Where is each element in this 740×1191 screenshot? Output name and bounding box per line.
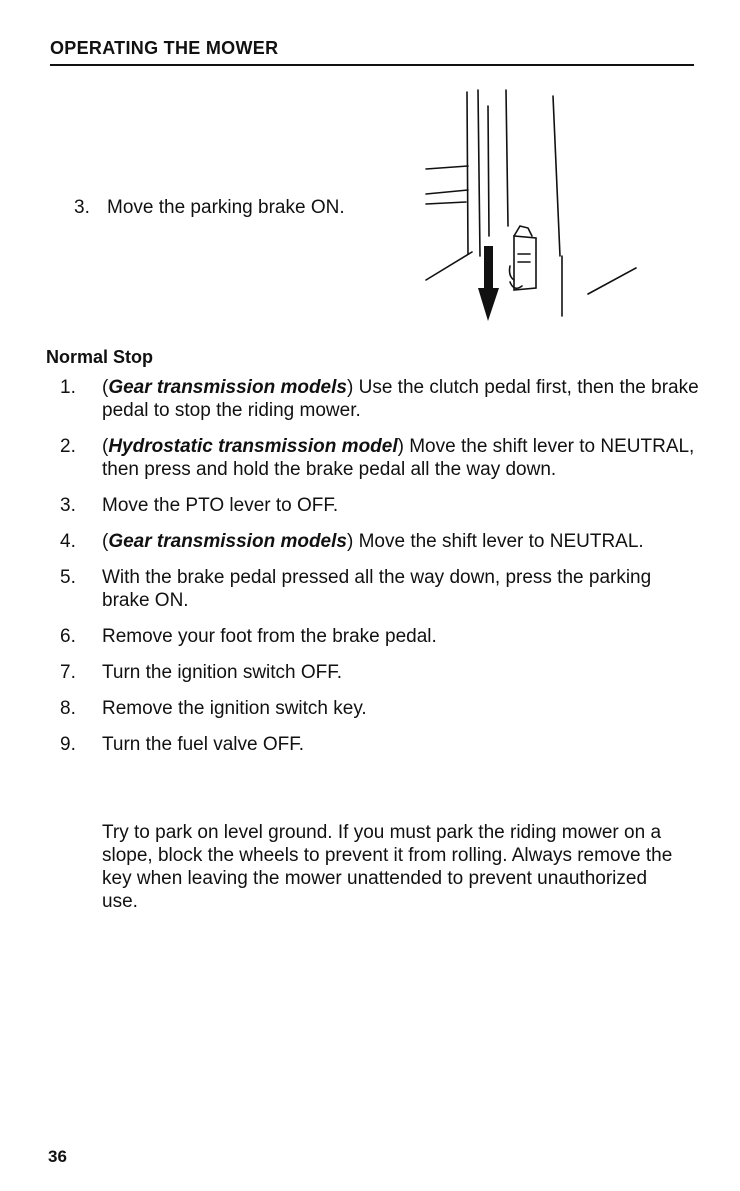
down-arrow-icon: [478, 246, 499, 321]
step-text: Use the clutch pedal first, then the brake pedal to stop the riding mower.: [102, 377, 699, 421]
step-item: 4. (Gear transmission models) Move the shift lever to NEUTRAL.: [60, 531, 644, 552]
page-header: [50, 36, 694, 66]
parking-brake-illustration: [410, 86, 660, 326]
parking-brake-step: [74, 197, 345, 219]
step-text: Move the shift lever to NEUTRAL, then press and hold the brake pedal all the way down.: [102, 436, 695, 480]
step-text: Remove your foot from the brake pedal.: [102, 626, 437, 647]
step-item: [60, 625, 700, 648]
step-text: With the brake pedal pressed all the way down, press the parking brake ON.: [102, 567, 652, 611]
section-heading: Normal Stop: [46, 347, 154, 367]
step-emphasis: Hydrostatic transmission model: [108, 436, 398, 457]
step-item: [60, 566, 700, 612]
step-item: [60, 733, 700, 756]
normal-stop-steps: [60, 376, 700, 769]
step-number: 8.: [60, 698, 76, 719]
step-number: 9.: [60, 734, 76, 755]
step-item: 1. (Gear transmission models) Use the clutch pedal first, then the brake pedal to stop the riding mower.: [60, 377, 699, 421]
step-item: [60, 494, 700, 517]
step-number: 2.: [60, 436, 76, 457]
parking-note: Try to park on level ground. If you must park the riding mower on a slope, block the wheels to prevent it from rolling. Always remove the key when leaving the mower unattended to prevent unauthorized use.: [102, 822, 673, 912]
parking-step-number: 3.: [74, 197, 90, 218]
step-text: Remove the ignition switch key.: [102, 698, 367, 719]
step-number: 1.: [60, 377, 76, 398]
step-item: 2. (Hydrostatic transmission model) Move the shift lever to NEUTRAL, then press and hold the brake pedal all the way down.: [60, 436, 695, 480]
step-number: 6.: [60, 626, 76, 647]
step-number: 3.: [60, 495, 76, 516]
step-emphasis: Gear transmission models: [108, 377, 347, 398]
step-text: Turn the fuel valve OFF.: [102, 734, 305, 755]
step-item: [60, 661, 700, 684]
step-text: Move the PTO lever to OFF.: [102, 495, 339, 516]
page-number: 36: [48, 1147, 67, 1166]
step-number: 5.: [60, 567, 76, 588]
step-number: 7.: [60, 662, 76, 683]
step-text: Move the shift lever to NEUTRAL.: [358, 531, 644, 552]
step-text: Turn the ignition switch OFF.: [102, 662, 343, 683]
header-title: OPERATING THE MOWER: [50, 38, 279, 58]
step-item: [60, 697, 700, 720]
step-number: 4.: [60, 531, 76, 552]
step-emphasis: Gear transmission models: [108, 531, 347, 552]
parking-step-text: Move the parking brake ON.: [107, 197, 345, 218]
